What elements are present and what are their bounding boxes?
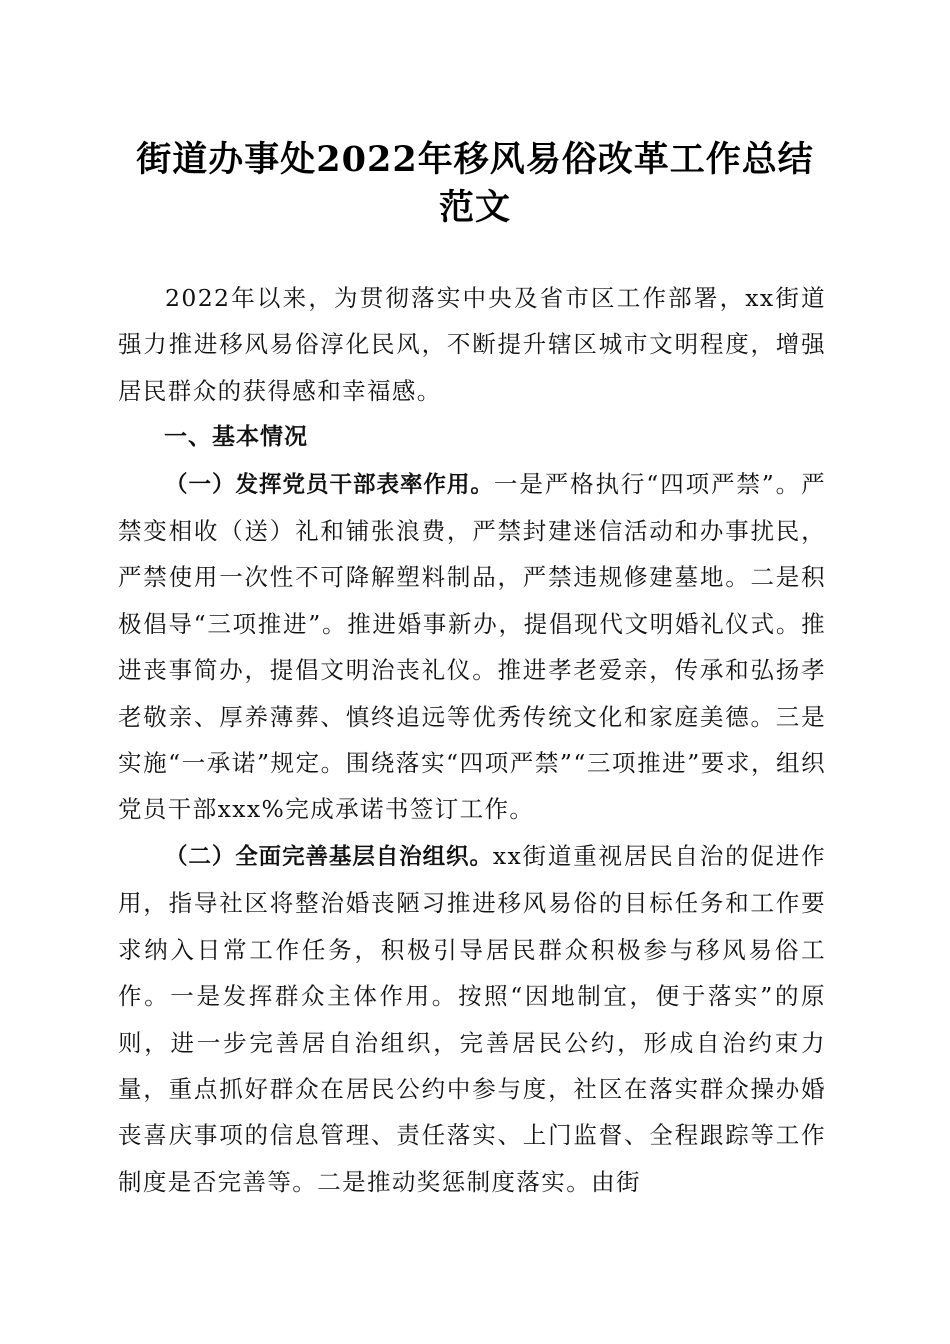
section-heading-basic-situation: 一、基本情况 xyxy=(164,424,308,451)
paragraph-body-1: 一是严格执行“四项严禁”。严禁变相收（送）礼和铺张浪费，严禁封建迷信活动和办事扰民，严禁使用一次性不可降解塑料制品，严禁违规修建墓地。二是积极倡导“三项推进”。推进婚事新办，提倡现代文明婚礼仪式。推进丧事简办，提倡文明治丧礼仪。推进孝老爱亲，传承和弘扬孝老敬亲、厚养薄葬、慎终追远等优秀传统文化和家庭美德。三是实施“一承诺”规定。围绕落实“四项严禁”“三项推进”要求，组织党员干部xxx%完成承诺书签订工作。 xyxy=(118,469,826,824)
paragraph-lead-1: （一）发挥党员干部表率作用。 xyxy=(165,471,494,498)
paragraph-lead-2: （二）全面完善基层自治组织。 xyxy=(165,843,493,870)
document-title: 街道办事处2022年移风易俗改革工作总结范文 xyxy=(136,139,814,228)
paragraph-self-governance xyxy=(118,833,826,1205)
paragraph-body-2: xx街道重视居民自治的促进作用，指导社区将整治婚丧陋习推进移风易俗的目标任务和工作要求纳入日常工作任务，积极引导居民群众积极参与移风易俗工作。一是发挥群众主体作用。按照“因地制宜，便于落实”的原则，进一步完善居自治组织，完善居民公约，形成自治约束力量，重点抓好群众在居民公约中参与度，社区在落实群众操办婚丧喜庆事项的信息管理、责任落实、上门监督、全程跟踪等工作制度是否完善等。二是推动奖惩制度落实。由街 xyxy=(118,841,826,1196)
paragraph-party-members xyxy=(118,461,826,833)
document-body xyxy=(118,275,826,1205)
intro-paragraph: 2022年以来，为贯彻落实中央及省市区工作部署，xx街道强力推进移风易俗淳化民风，不断提升辖区城市文明程度，增强居民群众的获得感和幸福感。 xyxy=(118,284,826,405)
